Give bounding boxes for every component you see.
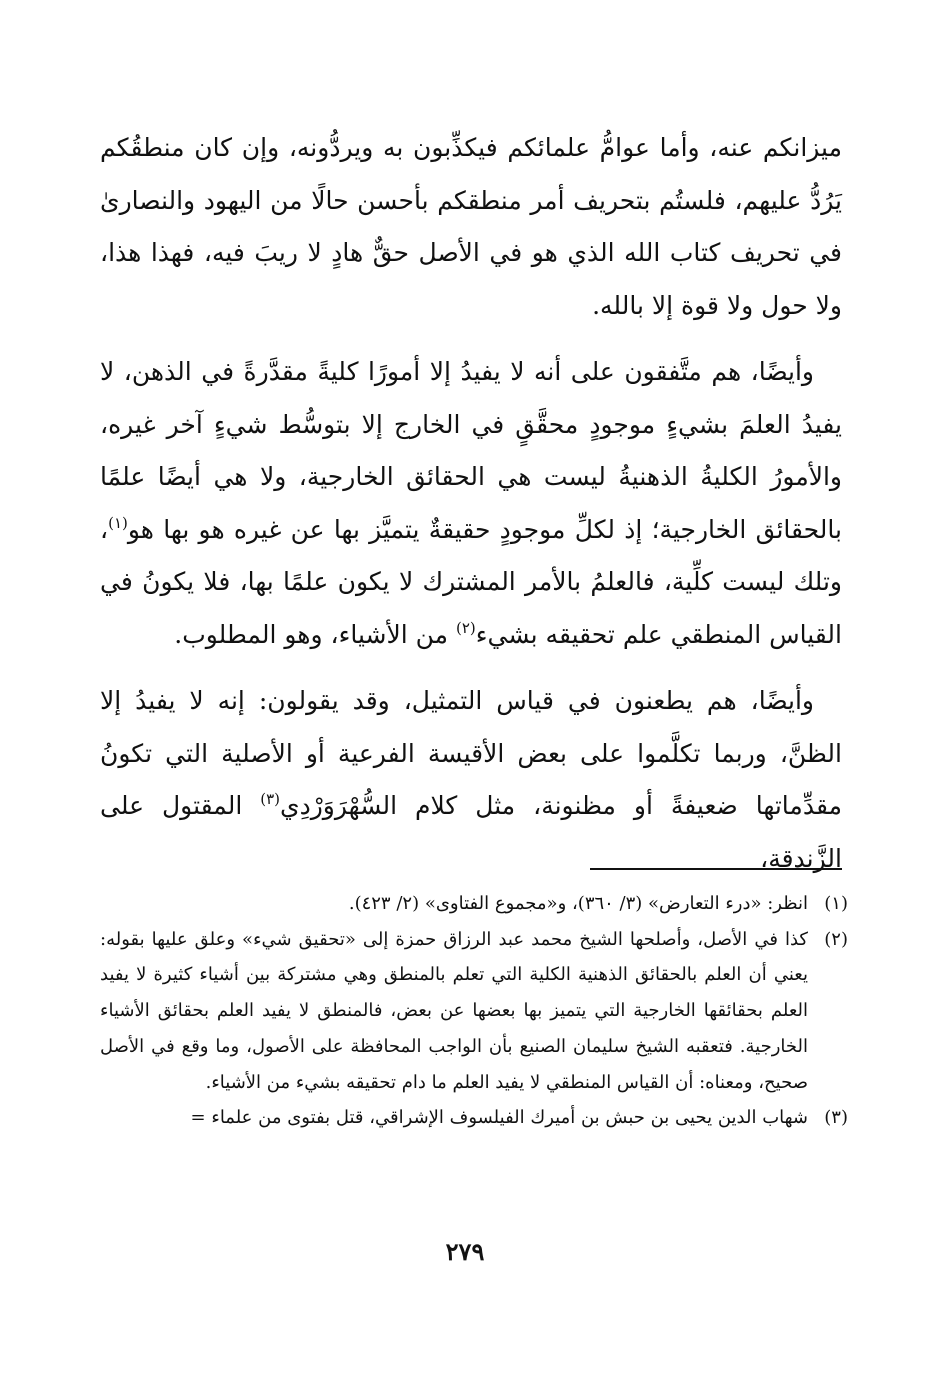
footnote-text: كذا في الأصل، وأصلحها الشيخ محمد عبد الرزاق حمزة إلى «تحقيق شيء» وعلق عليها بقوله: يعني أن العلم بالحقائق الذهنية الكلية التي تعلم بالمنطق وهي مشتركة بين أشياء كثيرة لا يفيد العلم بحقائقها الخارجية التي يتميز بها بعضها عن بعض، فالمنطق لا يفيد العلم بحقائق الأشياء الخارجية. فتعقبه الشيخ سليمان الصنيع بأن الواجب المحافظة على الأصول، وما وقع في الأصل صحيح، ومعناه: أن القياس المنطقي لا يفيد العلم ما دام تحقيقه بشيء من الأشياء.: [100, 928, 808, 1093]
footnote-separator: [590, 868, 842, 870]
footnote-text: انظر: «درء التعارض» (٣/ ٣٦٠)، و«مجموع الفتاوى» (٢/ ٤٢٣).: [348, 893, 808, 914]
main-text-body: [100, 122, 842, 885]
footnote-text: شهاب الدين يحيى بن حبش بن أميرك الفيلسوف الإشراقي، قتل بفتوى من علماء =: [190, 1107, 808, 1129]
footnote-3: [100, 1100, 848, 1136]
footnote-ref-3[interactable]: (٣): [260, 790, 281, 808]
paragraph-3: وأيضًا، هم يطعنون في قياس التمثيل، وقد يقولون: إنه لا يفيدُ إلا الظنَّ، وربما تكلَّموا على بعض الأقيسة الفرعية أو الأصلية التي تكونُ مقدِّماتها ضعيفةً أو مظنونة، مثل كلام السُّهْرَوَرْدِي$^{(٣)}$ المقتول على الزَّندقة،: [100, 686, 842, 873]
footnote-ref-1[interactable]: (١): [108, 513, 128, 532]
paragraph-1: ميزانكم عنه، وأما عوامُّ علمائكم فيكذِّبون به ويردُّونه، وإن كان منطقُكم يَرُدُّ عليهم، فلستُم بتحريف أمر منطقكم بأحسن حالًا من اليهود والنصارىٰ في تحريف كتاب الله الذي هو في الأصل حقٌّ هادٍ لا ريبَ فيه، فهذا هذا، ولا حول ولا قوة إلا بالله.: [100, 133, 842, 320]
footnote-number: (٢): [824, 928, 848, 950]
paragraph-2: وأيضًا، هم متَّفقون على أنه لا يفيدُ إلا أمورًا كليةً مقدَّرةً في الذهن، لا يفيدُ العلمَ بشيءٍ موجودٍ محقَّقٍ في الخارج إلا بتوسُّط شيءٍ آخر غيره، والأمورُ الكليةُ الذهنيةُ ليست هي الحقائق الخارجية، ولا هي أيضًا علمًا بالحقائق الخارجية؛ إذ لكلِّ موجودٍ حقيقةٌ يتميَّز بها عن غيره هو بها هو$^{(١)}$، وتلك ليست كلِّية، فالعلمُ بالأمر المشترك لا يكون علمًا بها، فلا يكونُ في القياس المنطقي علم تحقيقه بشيء$^{(٢)}$ من الأشياء، وهو المطلوب.: [100, 357, 842, 649]
footnote-1: [100, 886, 848, 922]
footnote-2: [100, 922, 848, 1101]
footnotes-section: [100, 886, 848, 1136]
footnote-number: (١): [824, 893, 848, 914]
footnote-ref-2[interactable]: (٢): [455, 618, 476, 637]
page-number: ٢٧٩: [445, 1237, 485, 1266]
footnote-number: (٣): [824, 1107, 848, 1129]
